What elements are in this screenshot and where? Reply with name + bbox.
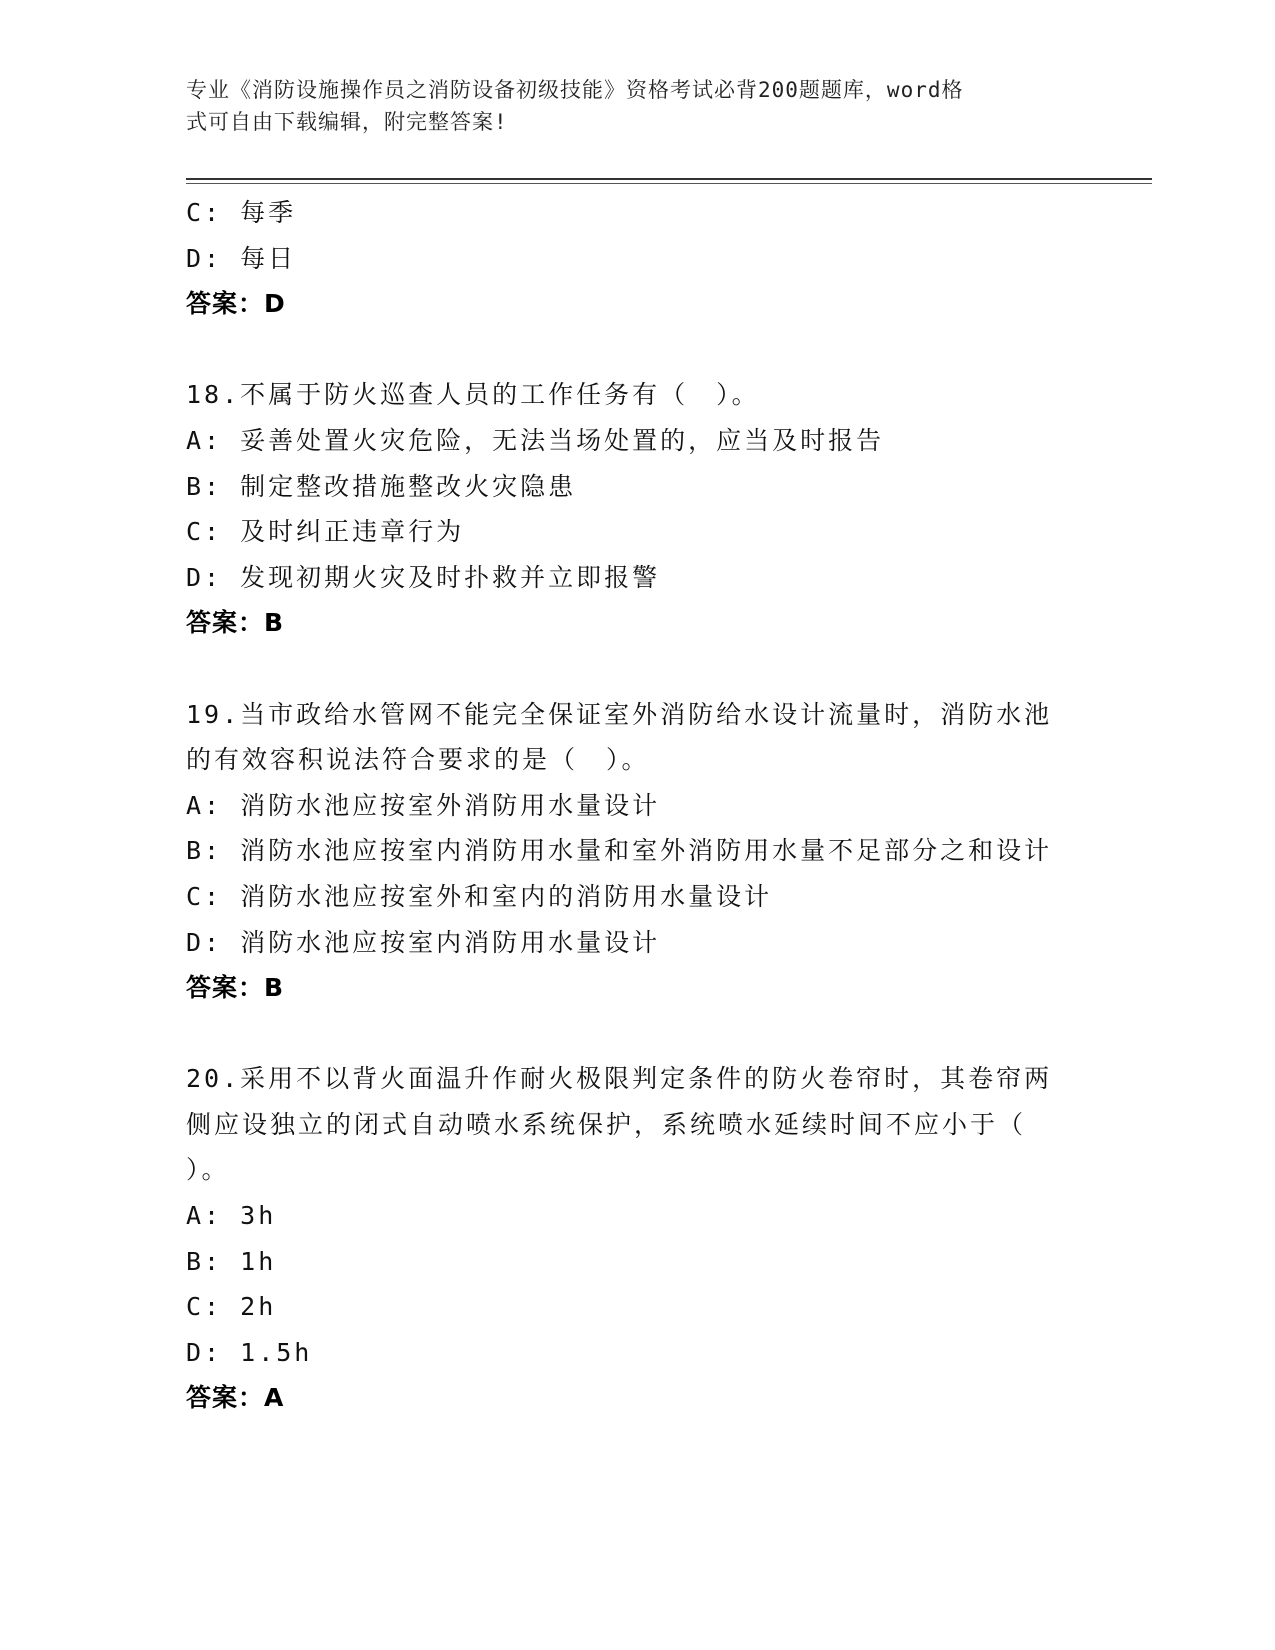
option-d: D: 每日 bbox=[186, 243, 297, 273]
option-c: C: 消防水池应按室外和室内的消防用水量设计 bbox=[186, 881, 773, 911]
option-d: D: 1.5h bbox=[186, 1337, 313, 1367]
option-a: A: 3h bbox=[186, 1201, 277, 1231]
question-stem-line-1: 19.当市政给水管网不能完全保证室外消防给水设计流量时，消防水池 bbox=[186, 699, 1053, 729]
question-stem: 18.不属于防火巡查人员的工作任务有（ ）。 bbox=[186, 380, 760, 410]
header-line-2: 式可自由下载编辑，附完整答案! bbox=[186, 110, 508, 134]
question-stem-line-1: 20.采用不以背火面温升作耐火极限判定条件的防火卷帘时，其卷帘两 bbox=[186, 1064, 1053, 1094]
answer-line: 答案：B bbox=[186, 973, 285, 1003]
answer-line: 答案：B bbox=[186, 608, 285, 638]
answer-line: 答案：D bbox=[186, 289, 286, 319]
question-18 bbox=[186, 372, 1086, 646]
question-stem-line-2: 的有效容积说法符合要求的是（ ）。 bbox=[186, 745, 650, 775]
option-c: C: 每季 bbox=[186, 198, 297, 227]
answer-line: 答案：A bbox=[186, 1383, 285, 1413]
option-a: A: 消防水池应按室外消防用水量设计 bbox=[186, 790, 661, 820]
question-17-tail bbox=[186, 190, 1086, 327]
option-c: C: 2h bbox=[186, 1292, 277, 1322]
header-divider bbox=[186, 178, 1152, 180]
question-stem-line-3: ）。 bbox=[186, 1155, 230, 1185]
option-c: C: 及时纠正违章行为 bbox=[186, 517, 465, 547]
question-19 bbox=[186, 692, 1086, 1011]
option-d: D: 发现初期火灾及时扑救并立即报警 bbox=[186, 562, 661, 592]
option-b: B: 制定整改措施整改火灾隐患 bbox=[186, 471, 577, 501]
option-b: B: 1h bbox=[186, 1246, 277, 1276]
question-stem-line-2: 侧应设独立的闭式自动喷水系统保护，系统喷水延续时间不应小于（ bbox=[186, 1109, 1027, 1139]
header-divider-thin bbox=[186, 183, 1152, 184]
option-d: D: 消防水池应按室内消防用水量设计 bbox=[186, 927, 661, 957]
question-list bbox=[186, 190, 1086, 1421]
document-header bbox=[186, 74, 1066, 138]
option-b: B: 消防水池应按室内消防用水量和室外消防用水量不足部分之和设计 bbox=[186, 836, 1053, 866]
option-a: A: 妥善处置火灾危险，无法当场处置的，应当及时报告 bbox=[186, 425, 885, 455]
header-line-1: 专业《消防设施操作员之消防设备初级技能》资格考试必背200题题库，word格 bbox=[186, 78, 964, 102]
question-20 bbox=[186, 1056, 1086, 1421]
